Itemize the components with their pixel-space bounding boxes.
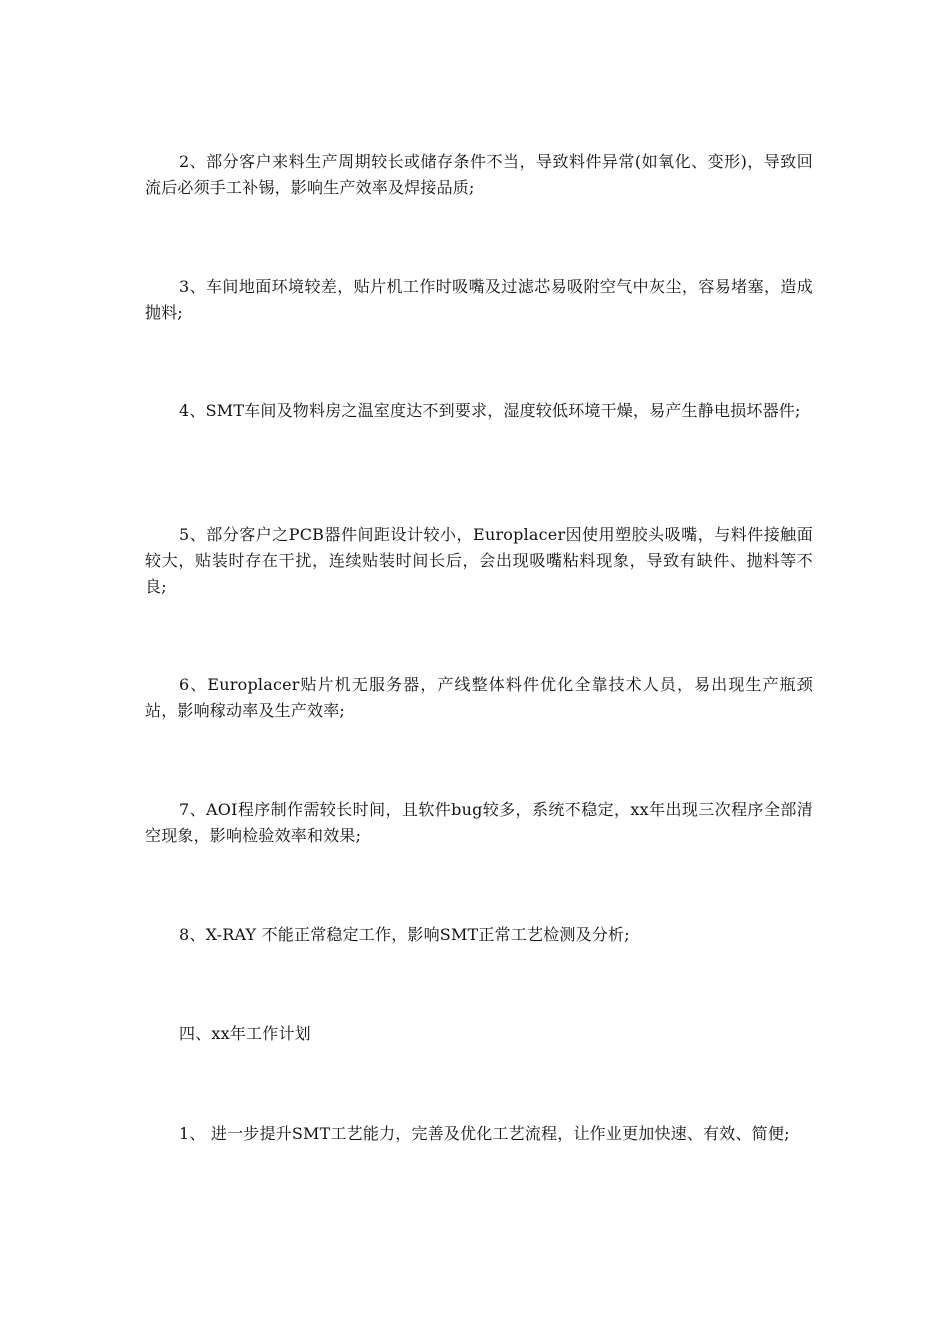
paragraph-plan-1: 1、 进一步提升SMT工艺能力，完善及优化工艺流程，让作业更加快速、有效、简便; (179, 1124, 790, 1143)
paragraph-issue-7: 7、AOI程序制作需较长时间，且软件bug较多，系统不稳定，xx年出现三次程序全部清空现象，影响检验效率和效果; (145, 800, 813, 845)
paragraph-issue-8: 8、X-RAY 不能正常稳定工作，影响SMT正常工艺检测及分析; (179, 925, 630, 944)
paragraph-issue-6: 6、Europlacer贴片机无服务器，产线整体料件优化全靠技术人员，易出现生产瓶颈站，影响稼动率及生产效率; (145, 675, 813, 720)
section-heading-work-plan: 四、xx年工作计划 (179, 1024, 311, 1043)
paragraph-issue-5: 5、部分客户之PCB器件间距设计较小，Europlacer因使用塑胶头吸嘴，与料件接触面较大，贴装时存在干扰，连续贴装时间长后，会出现吸嘴粘料现象，导致有缺件、抛料等不良; (145, 525, 813, 596)
paragraph-issue-3: 3、车间地面环境较差，贴片机工作时吸嘴及过滤芯易吸附空气中灰尘，容易堵塞，造成抛料; (145, 277, 813, 322)
paragraph-issue-2: 2、部分客户来料生产周期较长或储存条件不当，导致料件异常(如氧化、变形)，导致回流后必须手工补锡，影响生产效率及焊接品质; (145, 152, 813, 197)
paragraph-issue-4: 4、SMT车间及物料房之温室度达不到要求，湿度较低环境干燥，易产生静电损坏器件; (179, 401, 801, 420)
